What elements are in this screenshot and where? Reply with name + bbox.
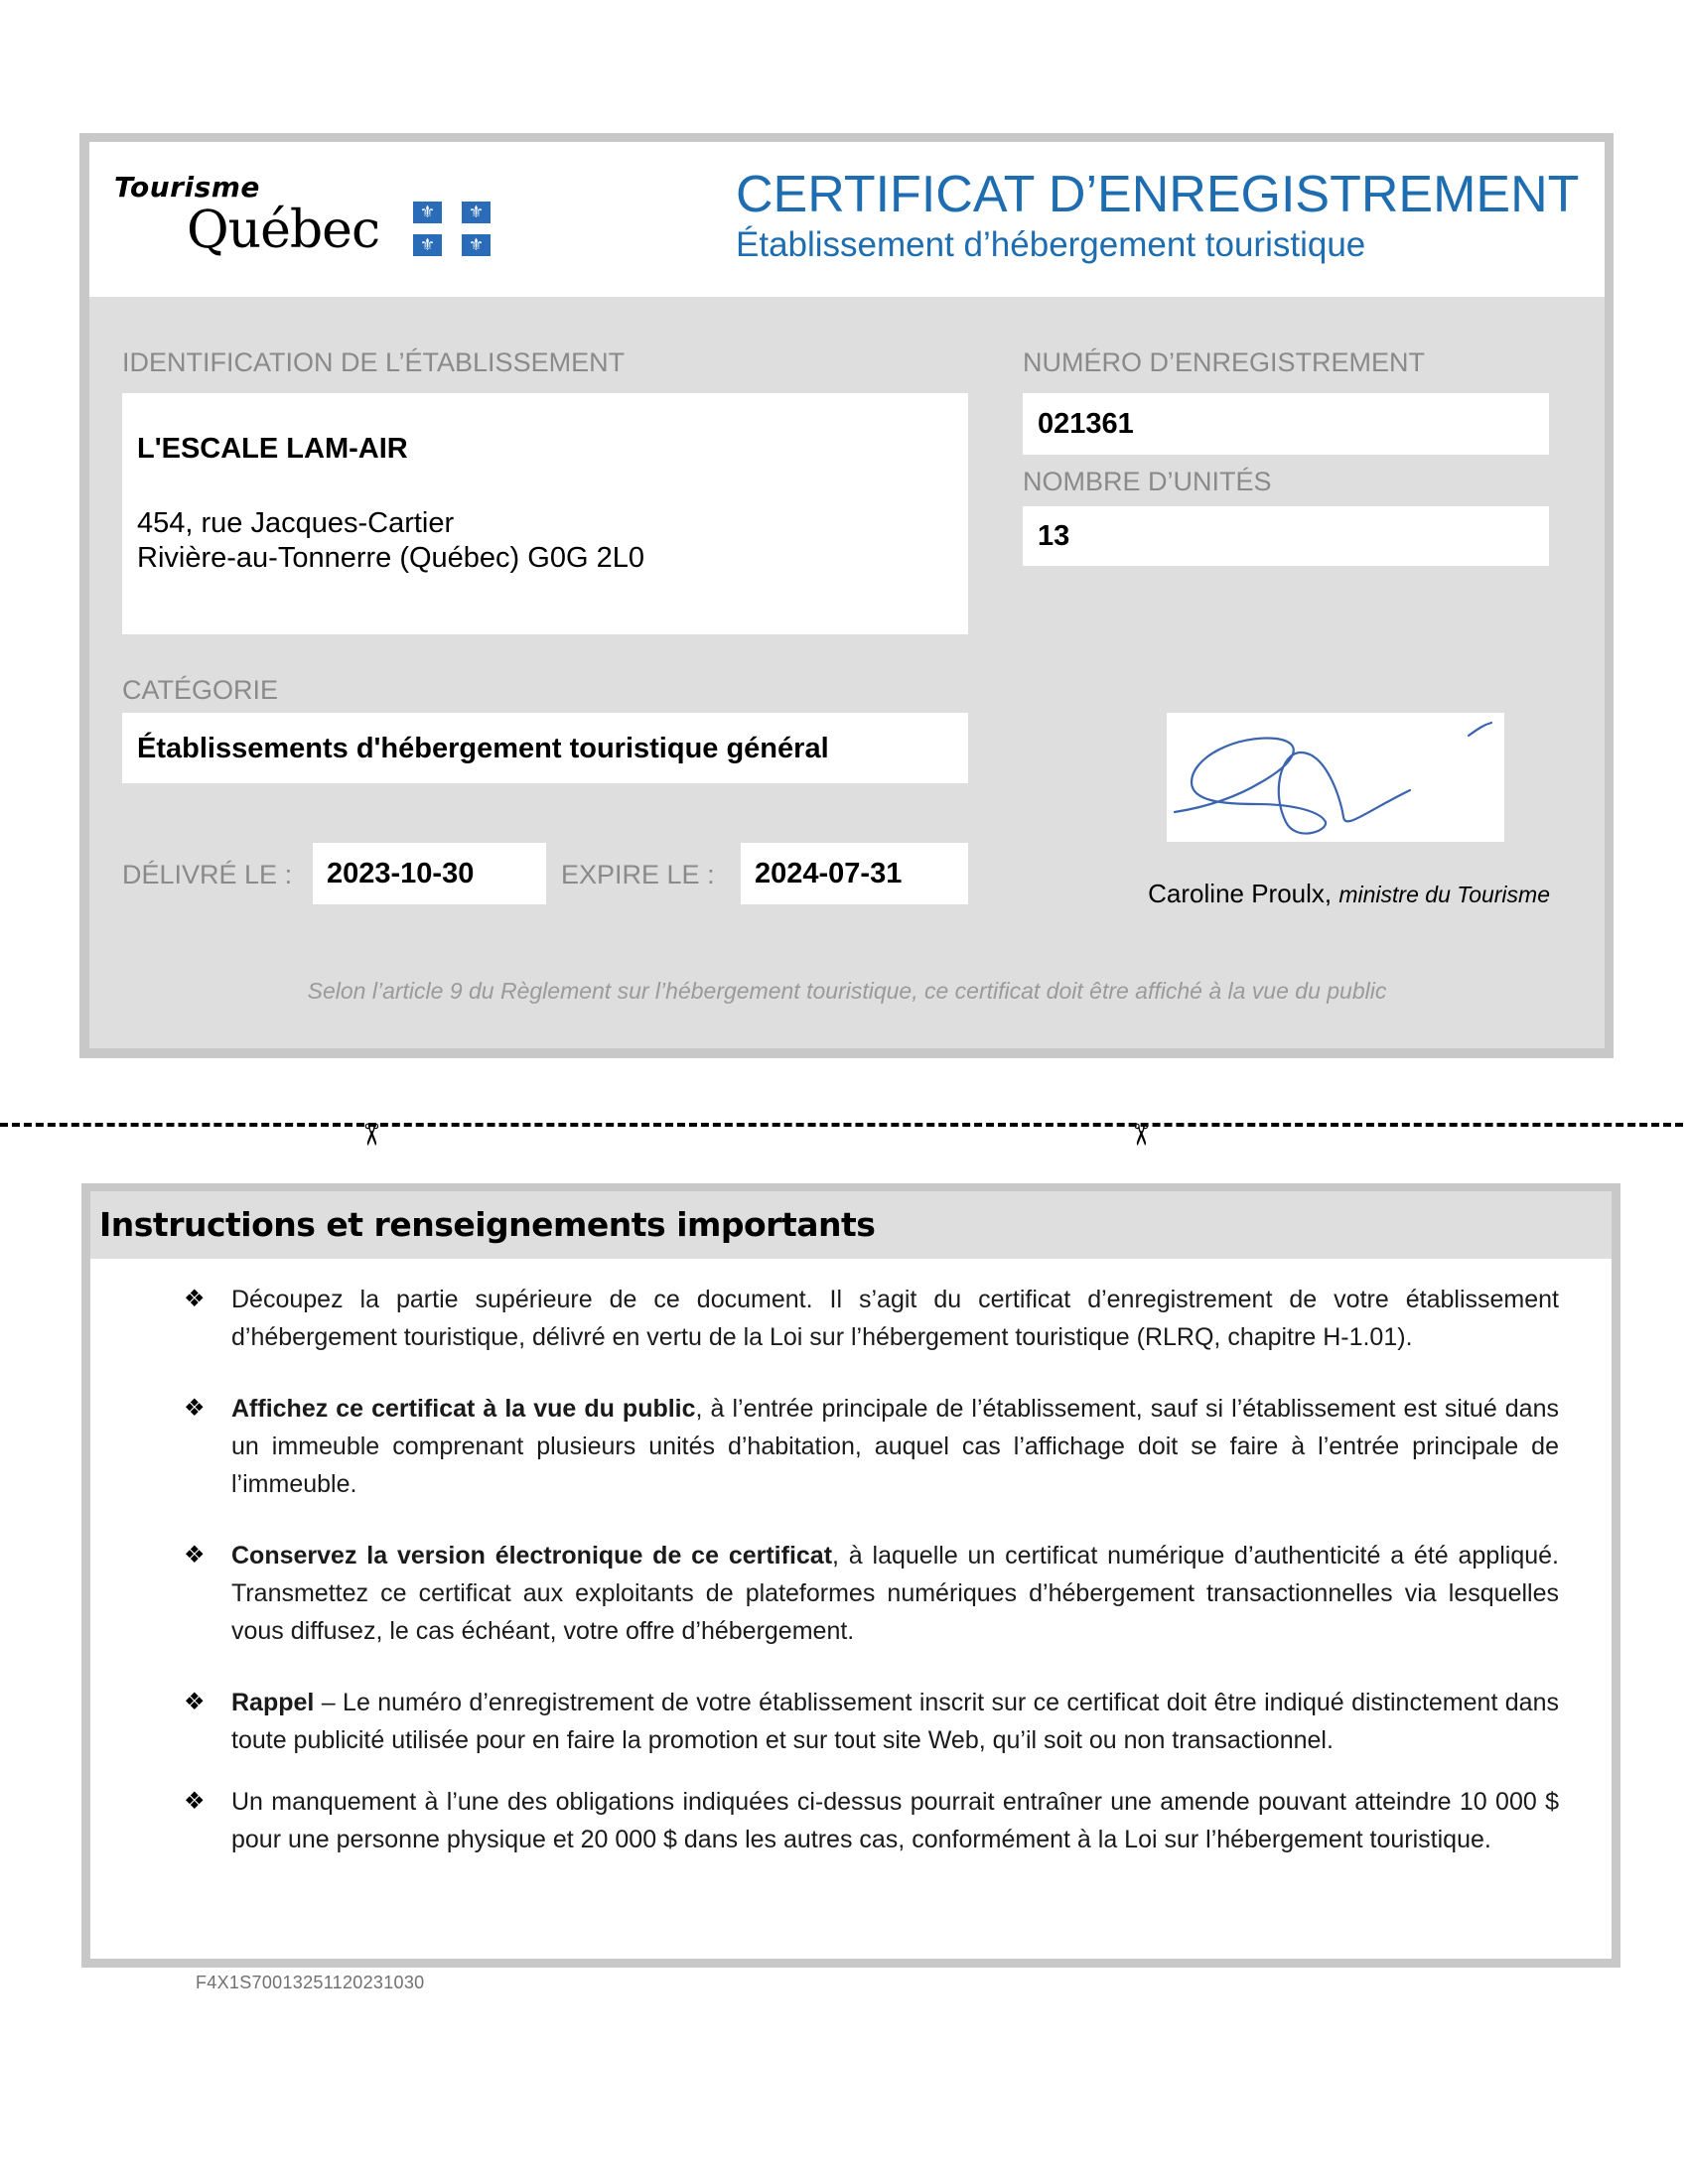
diamond-bullet-icon: ❖	[184, 1395, 206, 1422]
category-value: Établissements d'hébergement touristique général	[137, 733, 829, 764]
instruction-bold: Conservez la version électronique de ce certificat	[231, 1542, 833, 1570]
identification-label: IDENTIFICATION DE L’ÉTABLISSEMENT	[122, 347, 626, 377]
instruction-text: Un manquement à l’une des obligations indiquées ci-dessus pourrait entraîner une amende pouvant atteindre 10 000 $ pour une personne physique et 20 000 $ dans les autres cas, conformément à la Loi sur l’hébergement touristique.	[231, 1788, 1559, 1853]
signature-icon	[1167, 713, 1504, 842]
expires-date-value: 2024-07-31	[755, 858, 903, 889]
instruction-item	[184, 1684, 1559, 1759]
fleur-de-lis-icon: ⚜	[462, 202, 491, 223]
fleur-de-lis-icon: ⚜	[413, 202, 442, 223]
issued-date-value: 2023-10-30	[327, 858, 475, 889]
instruction-bold: Rappel	[231, 1689, 315, 1716]
signatory-caption	[1123, 879, 1550, 909]
document-code: F4X1S70013251120231030	[196, 1973, 425, 1992]
logo-quebec-text: Québec	[187, 201, 380, 260]
certificate-title: CERTIFICAT D’ENREGISTREMENT	[736, 166, 1580, 223]
logo-tourisme-text: Tourisme	[114, 171, 260, 204]
diamond-bullet-icon: ❖	[184, 1542, 206, 1569]
signatory-name: Caroline Proulx,	[1148, 879, 1333, 908]
fleur-de-lis-icon: ⚜	[462, 234, 491, 256]
establishment-address	[137, 506, 644, 576]
registration-number-label: NUMÉRO D’ENREGISTREMENT	[1023, 347, 1426, 377]
units-box	[1023, 506, 1549, 566]
instruction-text: Découpez la partie supérieure de ce document. Il s’agit du certificat d’enregistrement de votre établissement d’hébergement touristique, délivré en vertu de la Loi sur l’hébergement touristique (RLRQ, chapitre H-1.01).	[231, 1286, 1559, 1351]
instruction-item	[184, 1390, 1559, 1503]
issued-label: DÉLIVRÉ LE :	[122, 860, 293, 889]
scissors-icon: ✂	[1123, 1122, 1157, 1148]
cut-line	[0, 1123, 1683, 1127]
instruction-text: , à laquelle un certificat numérique d’authenticité a été appliqué. Transmettez ce certificat aux exploitants de plateformes numériques d’hébergement transactionnelles via lesquelles vous diffusez, le cas échéant, votre offre d’hébergement.	[231, 1542, 1559, 1645]
fleur-de-lis-icon: ⚜	[413, 234, 442, 256]
instruction-text: – Le numéro d’enregistrement de votre établissement inscrit sur ce certificat doit être indiqué distinctement dans toute publicité utilisée pour en faire la promotion et sur tout site Web, qu’il soit ou non transactionnel.	[231, 1689, 1559, 1754]
instruction-item	[184, 1281, 1559, 1356]
diamond-bullet-icon: ❖	[184, 1286, 206, 1312]
address-line-1: 454, rue Jacques-Cartier	[137, 507, 455, 539]
address-line-2: Rivière-au-Tonnerre (Québec) G0G 2L0	[137, 542, 644, 574]
instructions-title: Instructions et renseignements importants	[99, 1205, 876, 1244]
units-label: NOMBRE D’UNITÉS	[1023, 467, 1272, 496]
instructions-list	[184, 1281, 1559, 1858]
instruction-item	[184, 1783, 1559, 1858]
scissors-icon: ✂	[353, 1122, 387, 1148]
registration-number-value: 021361	[1038, 408, 1134, 440]
display-notice: Selon l’article 9 du Règlement sur l’hébergement touristique, ce certificat doit être affiché à la vue du public	[307, 978, 1387, 1004]
instruction-text: , à l’entrée principale de l’établissement, sauf si l’établissement est situé dans un immeuble comprenant plusieurs unités d’habitation, auquel cas l’affichage doit se faire à l’entrée principale de l’immeuble.	[231, 1395, 1559, 1498]
instruction-item	[184, 1537, 1559, 1650]
instruction-bold: Affichez ce certificat à la vue du public	[231, 1395, 696, 1423]
category-label: CATÉGORIE	[122, 675, 279, 705]
units-value: 13	[1038, 520, 1070, 552]
signature-box	[1167, 713, 1504, 842]
certificate-subtitle: Établissement d’hébergement touristique	[736, 225, 1366, 264]
establishment-name: L'ESCALE LAM-AIR	[137, 433, 408, 465]
diamond-bullet-icon: ❖	[184, 1788, 206, 1815]
expires-label: EXPIRE LE :	[561, 860, 715, 889]
signatory-title: ministre du Tourisme	[1338, 882, 1550, 907]
quebec-flag-icon	[413, 202, 492, 257]
diamond-bullet-icon: ❖	[184, 1689, 206, 1715]
